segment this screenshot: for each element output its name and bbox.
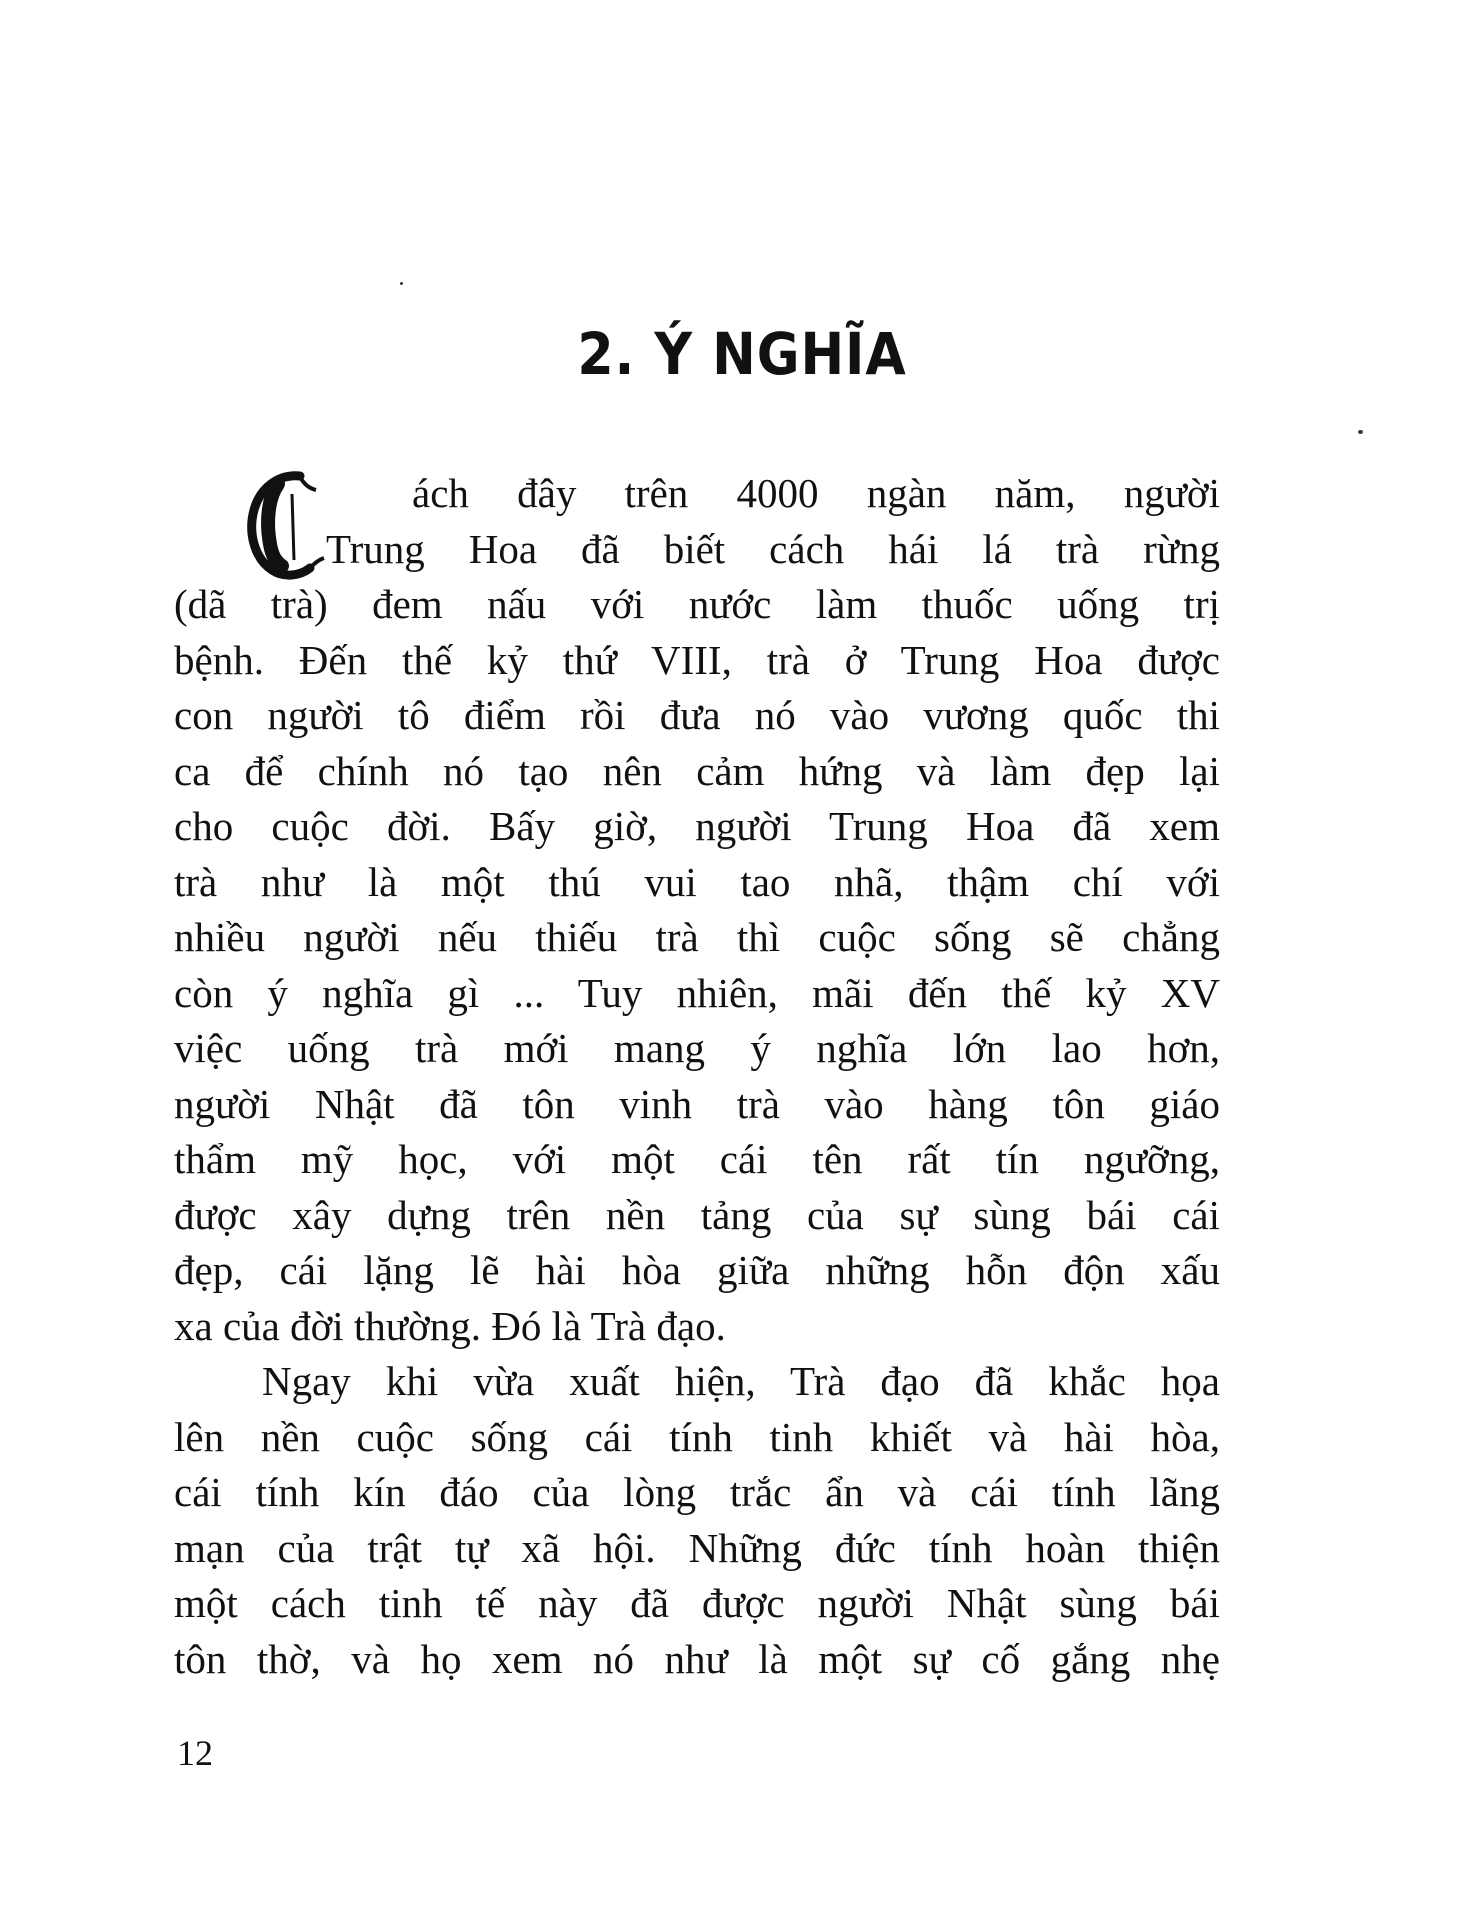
- scan-speck: [1358, 430, 1363, 434]
- text-line: trà như là một thú vui tao nhã, thậm chí với: [174, 858, 1220, 905]
- text-line: xa của đời thường. Đó là Trà đạo.: [174, 1302, 726, 1349]
- text-line: bệnh. Đến thế kỷ thứ VIII, trà ở Trung Hoa được: [174, 636, 1220, 683]
- text-line: ách đây trên 4000 ngàn năm, người: [412, 470, 1220, 516]
- text-line: mạn của trật tự xã hội. Những đức tính hoàn thiện: [174, 1524, 1220, 1571]
- text-line: còn ý nghĩa gì ... Tuy nhiên, mãi đến thế kỷ XV: [174, 969, 1220, 1016]
- text-line: con người tô điểm rồi đưa nó vào vương quốc thi: [174, 692, 1220, 738]
- text-line: Trung Hoa đã biết cách hái lá trà rừng: [326, 525, 1220, 572]
- text-line: một cách tinh tế này đã được người Nhật sùng bái: [174, 1580, 1220, 1626]
- text-line: ca để chính nó tạo nên cảm hứng và làm đẹp lại: [174, 747, 1220, 794]
- body-text: [174, 466, 1220, 1687]
- text-line: nhiều người nếu thiếu trà thì cuộc sống sẽ chẳng: [174, 914, 1220, 960]
- chapter-title: 2. Ý NGHĨA: [577, 320, 907, 388]
- text-line: đẹp, cái lặng lẽ hài hòa giữa những hỗn độn xấu: [174, 1247, 1220, 1293]
- text-line: Ngay khi vừa xuất hiện, Trà đạo đã khắc họa: [262, 1358, 1220, 1404]
- paragraph-1: [174, 466, 1220, 1354]
- text-line: được xây dựng trên nền tảng của sự sùng bái cái: [174, 1191, 1220, 1238]
- text-line: (dã trà) đem nấu với nước làm thuốc uống trị: [174, 581, 1220, 627]
- text-line: việc uống trà mới mang ý nghĩa lớn lao hơn,: [174, 1025, 1220, 1071]
- text-line: cái tính kín đáo của lòng trắc ẩn và cái tính lãng: [174, 1469, 1220, 1515]
- text-line: lên nền cuộc sống cái tính tinh khiết và hài hòa,: [174, 1413, 1220, 1460]
- text-line: cho cuộc đời. Bấy giờ, người Trung Hoa đã xem: [174, 803, 1220, 849]
- scan-speck: [400, 282, 403, 285]
- text-line: tôn thờ, và họ xem nó như là một sự cố gắng nhẹ: [174, 1635, 1220, 1682]
- text-line: người Nhật đã tôn vinh trà vào hàng tôn giáo: [174, 1080, 1220, 1127]
- text-line: thẩm mỹ học, với một cái tên rất tín ngưỡng,: [174, 1136, 1220, 1182]
- paragraph-2: [174, 1354, 1220, 1687]
- page-number: 12: [177, 1733, 213, 1773]
